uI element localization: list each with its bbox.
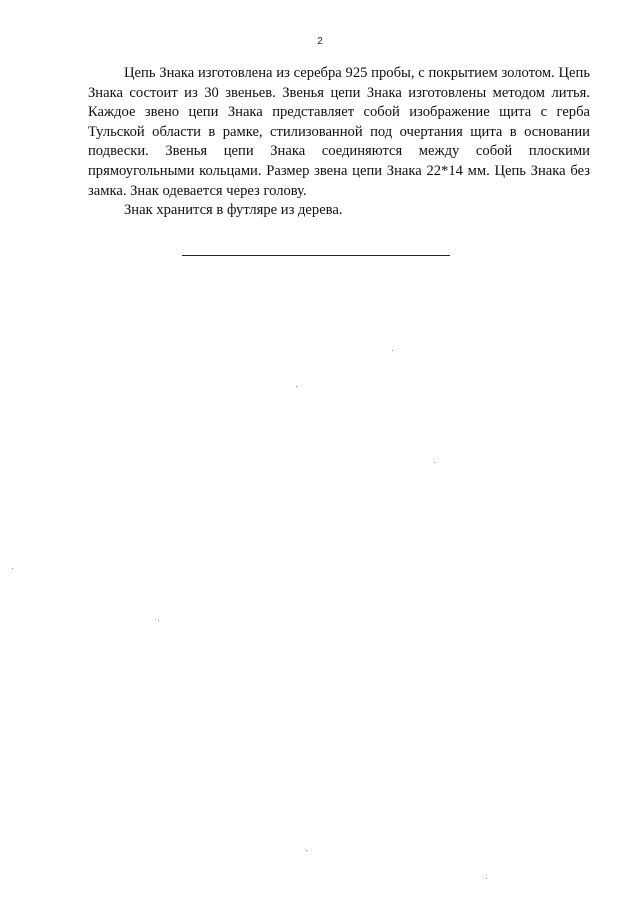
page-number: 2 xyxy=(317,36,323,47)
scan-speck xyxy=(434,462,435,463)
paragraph-chain-description: Цепь Знака изготовлена из серебра 925 пробы, с покрытием золотом. Цепь Знака состоит из 30 звеньев. Звенья цепи Знака изготовлены методом литья. Каждое звено цепи Знака представляет собой изображение щита с герба Тульской области в рамке, стилизованной под очертания щита в основании подвески. Звенья цепи Знака соединяются между собой плоскими прямоугольными кольцами. Размер звена цепи Знака 22*14 мм. Цепь Знака без замка. Знак одевается через голову. xyxy=(88,65,590,199)
document-body xyxy=(88,64,590,221)
separator-line xyxy=(182,255,450,256)
scan-speck xyxy=(158,620,159,621)
scan-speck xyxy=(392,350,393,351)
scan-speck xyxy=(296,386,297,387)
paragraph-storage-case: Знак хранится в футляре из дерева. xyxy=(124,202,343,219)
scan-speck xyxy=(486,878,487,879)
scan-speck xyxy=(306,850,307,851)
scan-speck xyxy=(12,568,13,569)
